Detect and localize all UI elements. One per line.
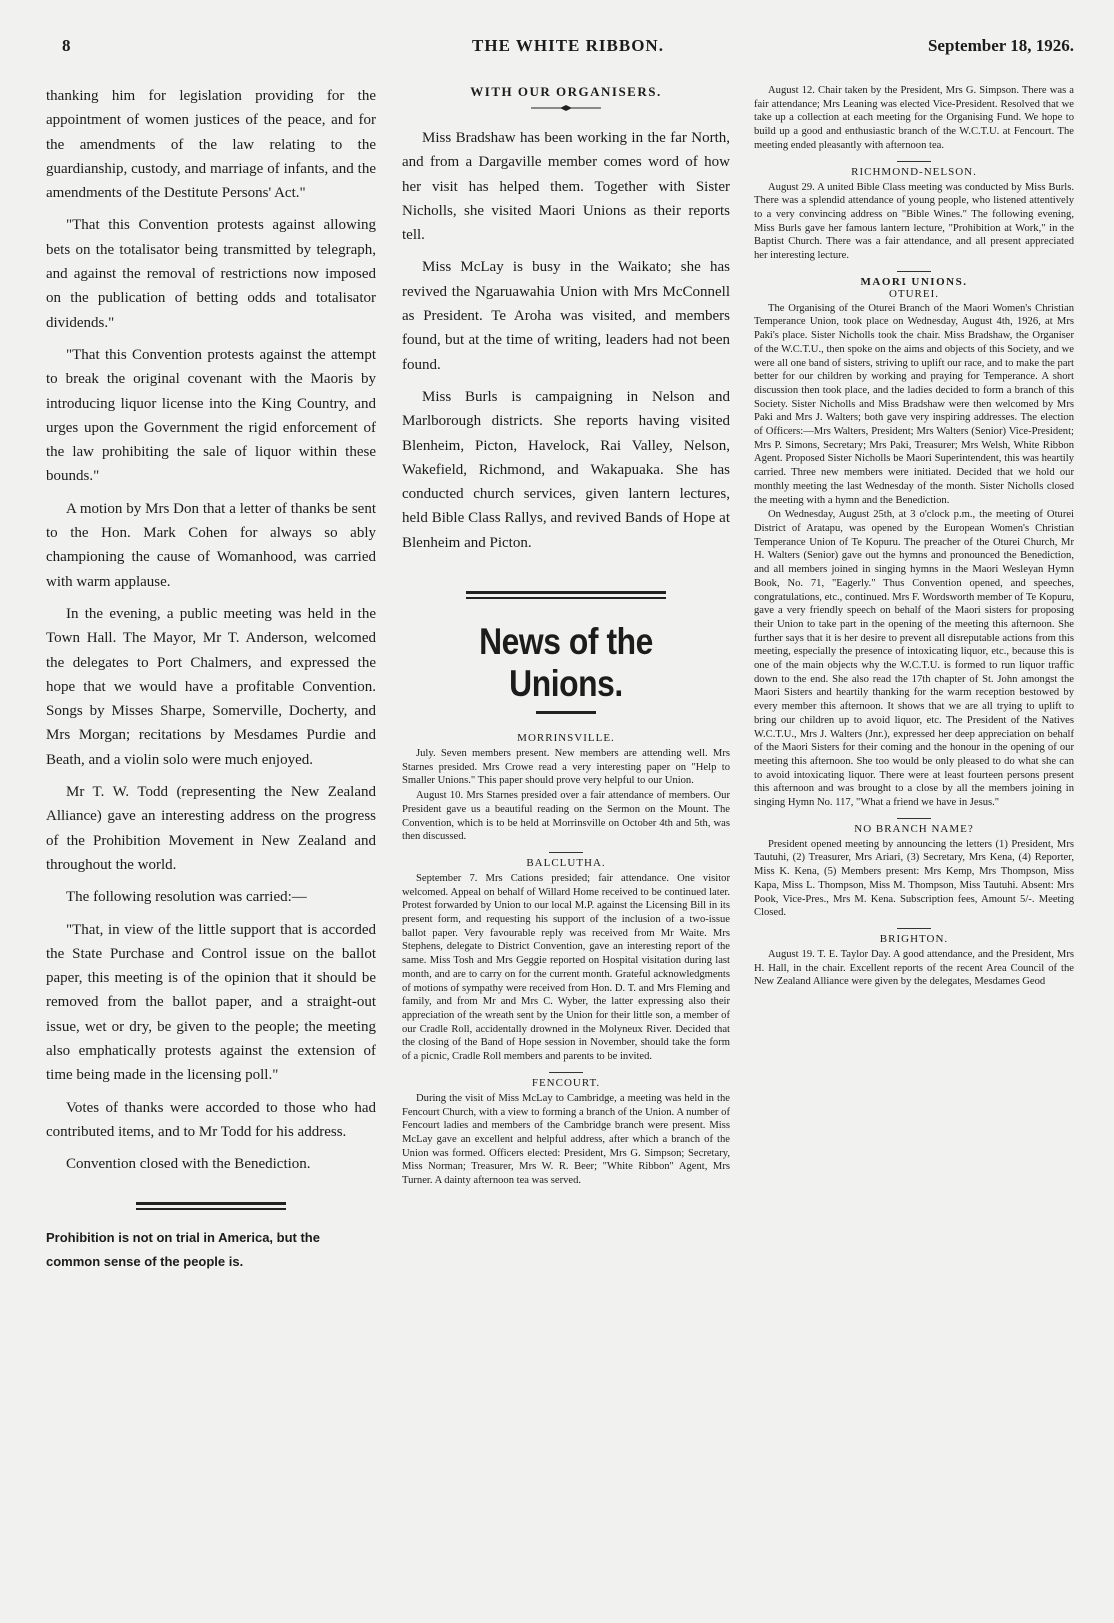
- paragraph: Miss Burls is campaigning in Nelson and Marlborough districts. She reports having visited Blenheim, Picton, Havelock, Rai Valley, Nelson, Wakefield, Richmond, and Wakapuaka. She has conducted church services, given lantern lectures, held Bible Class Rallys, and revived Bands of Hope at Blenheim and Picton.: [402, 388, 730, 551]
- section-heading: BALCLUTHA.: [526, 856, 606, 869]
- paragraph: Convention closed with the Benediction.: [66, 1156, 311, 1173]
- issue-date: September 18, 1926.: [927, 36, 1074, 55]
- column-right: [754, 84, 1074, 990]
- section-divider: [466, 591, 666, 599]
- closing-quote: Prohibition is not on trial in America, but the common sense of the people is.: [46, 1230, 320, 1270]
- rule: [897, 161, 931, 162]
- paragraph: "That this Convention protests against allowing bets on the totalisator being transmitted by telegraph, and against the removal of restrictions now imposed on the publication of betting odds and totalisator dividends.": [46, 217, 376, 331]
- paragraph: Miss McLay is busy in the Waikato; she has revived the Ngaruawahia Union with Mrs McConnell as President. Te Aroha was visited, and members found, but at the time of writing, leaders had not been found.: [402, 259, 730, 373]
- section-heading: BRIGHTON.: [879, 932, 949, 945]
- paragraph: August 19. T. E. Taylor Day. A good attendance, and the President, Mrs H. Hall, in the chair. Excellent reports of the recent Area Council of the New Zealand Alliance were given by the delegates, Mesdames Geod: [754, 948, 1074, 988]
- rule: [549, 852, 583, 853]
- paragraph: President opened meeting by announcing the letters (1) President, Mrs Tautuhi, (2) Treasurer, Mrs Ariari, (3) Secretary, Mrs Kena, (4) Reporter, Miss K. Kena, (5) Members present: Mrs Kemp, Mrs Thompson, Miss Kapa, Miss L. Thompson, Miss M. Thompson, Miss Tautuhi. Absent: Mrs Pook, Vice-Pres., Mrs M. Kena. Subscription fees, Amount 5/-. Meeting Closed.: [754, 838, 1074, 919]
- page-number: 8: [62, 36, 71, 55]
- paragraph: August 10. Mrs Starnes presided over a fair attendance of members. Our President gave us a beautiful reading on the Sermon on the Mount. The Convention, which is to be held at Morrinsville on October 4th and 5th, was then discussed.: [402, 790, 730, 843]
- publication-title: THE WHITE RIBBON.: [472, 36, 664, 55]
- organisers-heading: WITH OUR ORGANISERS.: [470, 84, 662, 99]
- paragraph: A motion by Mrs Don that a letter of thanks be sent to the Hon. Mark Cohen for always so ably championing the cause of Womanhood, was carried with warm applause.: [46, 500, 376, 590]
- sub-heading: OTUREI.: [888, 287, 940, 300]
- paragraph: Votes of thanks were accorded to those who had contributed items, and to Mr Todd for his address.: [46, 1099, 376, 1140]
- paragraph: During the visit of Miss McLay to Cambridge, a meeting was held in the Fencourt Church, with a view to forming a branch of the Union. A number of Fencourt ladies and members of the Cambridge branch were present. Miss McLay gave an excellent and helpful address, after which a branch of the Union was formed. Officers elected: President, Mrs G. Simpson; Secretary, Miss Norman; Treasurer, Mrs W. R. Beer; "White Ribbon" Agent, Mrs Turner. A dainty afternoon tea was served.: [402, 1092, 730, 1187]
- column-middle: [402, 84, 730, 1189]
- paragraph: thanking him for legislation providing for the appointment of women justices of the peace, and for the amendments of the law relating to the guardianship, custody, and marriage of infants, and the amendments of the Destitute Persons' Act.": [46, 88, 376, 202]
- heading-rule: [536, 711, 596, 714]
- paragraph: August 29. A united Bible Class meeting was conducted by Miss Burls. There was a splendid attendance of young people, who listened attentively to a very convincing address on "Bible Wines." The following evening, Miss Burls gave her famous lantern lecture, "Prohibition at Work," in the Baptist Church. There was a fair attendance, and all present appreciated her interesting lecture.: [754, 181, 1074, 262]
- paragraph: "That this Convention protests against the attempt to break the original covenant with the Maoris by introducing liquor license into the King Country, and urges upon the Government the rigid enforcement of the law prohibiting the sale of liquor within these bounds.": [46, 346, 376, 485]
- section-heading: MORRINSVILLE.: [517, 732, 615, 745]
- section-heading: MAORI UNIONS.: [860, 275, 968, 288]
- paragraph: The Organising of the Oturei Branch of the Maori Women's Christian Temperance Union, took place on Wednesday, August 4th, 1926, at Mrs Paki's place. Sister Nicholls took the chair. Miss Bradshaw, the Organiser of the W.C.T.U., then spoke on the aims and objects of this Society, and we were all one band of sisters, striving to uplift our race, and to make the part better for our children by working and praying for Temperance. A short discussion then took place, and the ladies decided to form a branch of this Society. Sister Nicholls and Miss Bradshaw were then welcomed by Mrs Paki and Mrs J. Walters; both gave very inspiring addresses. The election of Officers:—Mrs Walters, President; Mrs Walters (Senior) Vice-President; Mrs P. Simons, Secretary; Mrs Paki, Treasurer; Mrs Welsh, White Ribbon Agent. Proposed Sister Nicholls be Maori Superintendent, this was heartily carried. Three new members were initiated. Decided that we hold our monthly meeting the last Wednesday of the month. Sister Nicholls closed the meeting with a hymn and the Benediction.: [754, 302, 1074, 506]
- news-heading: News of the Unions.: [479, 621, 653, 705]
- rule: [549, 1072, 583, 1073]
- section-heading: RICHMOND-NELSON.: [851, 165, 977, 178]
- paragraph: Mr T. W. Todd (representing the New Zealand Alliance) gave an interesting address on the progress of the Prohibition Movement in New Zealand and throughout the world.: [46, 784, 376, 873]
- rule: [897, 928, 931, 929]
- section-heading: NO BRANCH NAME?: [854, 822, 974, 835]
- rule: [897, 271, 931, 272]
- paragraph: September 7. Mrs Cations presided; fair attendance. One visitor welcomed. Appeal on behalf of Willard Home received to be continued later. Protest forwarded by Union to our local M.P. against the Licensing Bill in its present form, and requesting his support of the inclusion of a two-issue ballot paper. Very favourable reply was received from Mr Waite. Mrs Stephens, delegate to District Convention, gave an interesting report of the same. Miss Tosh and Mrs Geggie reported on Hospital visitation during last month, and are to carry on for the current month. Grateful acknowledgments of motions of sympathy were received from Hon. D. T. and Mrs Fleming and family, and from Mr and Mrs C. Wyber, the latter expressing also their appreciation of the wreath sent by the Union for their little son, a member of our Cradle Roll, accidentally drowned in the Molyneux River. Decided that the closing of the Band of Hope session in November, should take the form of a picnic, Cradle Roll members and parents to be invited.: [402, 872, 730, 1063]
- union-reports: [402, 732, 730, 1188]
- ornament-divider: [531, 104, 601, 112]
- paragraph: In the evening, a public meeting was held in the Town Hall. The Mayor, Mr T. Anderson, welcomed the delegates to Port Chalmers, and expressed the hope that we would have a profitable Convention. Songs by Misses Sharpe, Somerville, Docherty, and Mrs Morgan; recitations by Mesdames Purdie and Beath, and a violin solo were much enjoyed.: [46, 605, 376, 768]
- paragraph: July. Seven members present. New members are attending well. Mrs Starnes presided. Mrs Crowe read a very interesting paper on "Help to Smaller Unions." This paper should prove very helpful to our Union.: [402, 748, 730, 787]
- page-header: [62, 36, 1074, 60]
- paragraph: The following resolution was carried:—: [66, 889, 307, 906]
- section-heading: FENCOURT.: [531, 1076, 601, 1089]
- column-left: [46, 84, 376, 1274]
- paragraph: August 12. Chair taken by the President, Mrs G. Simpson. There was a fair attendance; Mrs Leaning was elected Vice-President. Resolved that we take up a collection at each meeting for the Organising Fund. We hope to build up a good and enthusiastic branch of the W.C.T.U. at Fencourt. The meeting ended pleasantly with afternoon tea.: [754, 85, 1074, 151]
- paragraph: Miss Bradshaw has been working in the far North, and from a Dargaville member comes word of how her visit has helped them. Together with Sister Nicholls, she visited Maori Unions as their reports tell.: [402, 130, 730, 244]
- section-divider: [136, 1202, 286, 1210]
- paragraph: On Wednesday, August 25th, at 3 o'clock p.m., the meeting of Oturei District of Aratapu, was opened by the European Women's Christian Temperance Union of Te Kopuru. The preacher of the Oturei Church, Mr H. Walters (Senior) gave out the hymns and pronounced the Benediction, and all members joined in singing hymns in the Maori Wesleyan Hymn Book, No. 71, "Eagerly." Thus Convention opened, and speeches, congratulations, etc., continued. Mrs F. Wordsworth member of Te Kopuru, gave a very friendly speech on behalf of the Maori sisters for proposing their Union to take part in the opening of the meeting this afternoon. She further says that it is her desire to prevent all disreputable actions from this meeting, especially the presence of intoxicating liquor, etc., because this is one of the main objects why the W.C.T.U. is formed to run liquor traffic down to the end. She also read the 17th chapter of St. John amongst the Maori Sisters and heartily thanking for the warm reception bestowed by every member this afternoon. It shows that we are all trying to uplift to bring our children up to avoid liquor, etc. The President of the Natives W.C.T.U., Mrs J. Walters (Jnr.), expressed her deep appreciation on behalf of the Maori Sisters for their coming and the honour in the opening of our meeting this afternoon. She too would be only pleased to do what she can to avoid intoxicating liquor. There were at least fourteen persons present this afternoon and was brought to a close by all the members joining in singing Hymn No. 117, "What a friend we have in Jesus.": [754, 509, 1074, 809]
- paragraph: "That, in view of the little support that is accorded the State Purchase and Control issue on the ballot paper, this meeting is of the opinion that it should be removed from the ballot paper, and a straight-out issue, wet or dry, be given to the people; the meeting also emphatically protests against the extension of time being made in the licensing poll.": [46, 921, 376, 1084]
- rule: [897, 818, 931, 819]
